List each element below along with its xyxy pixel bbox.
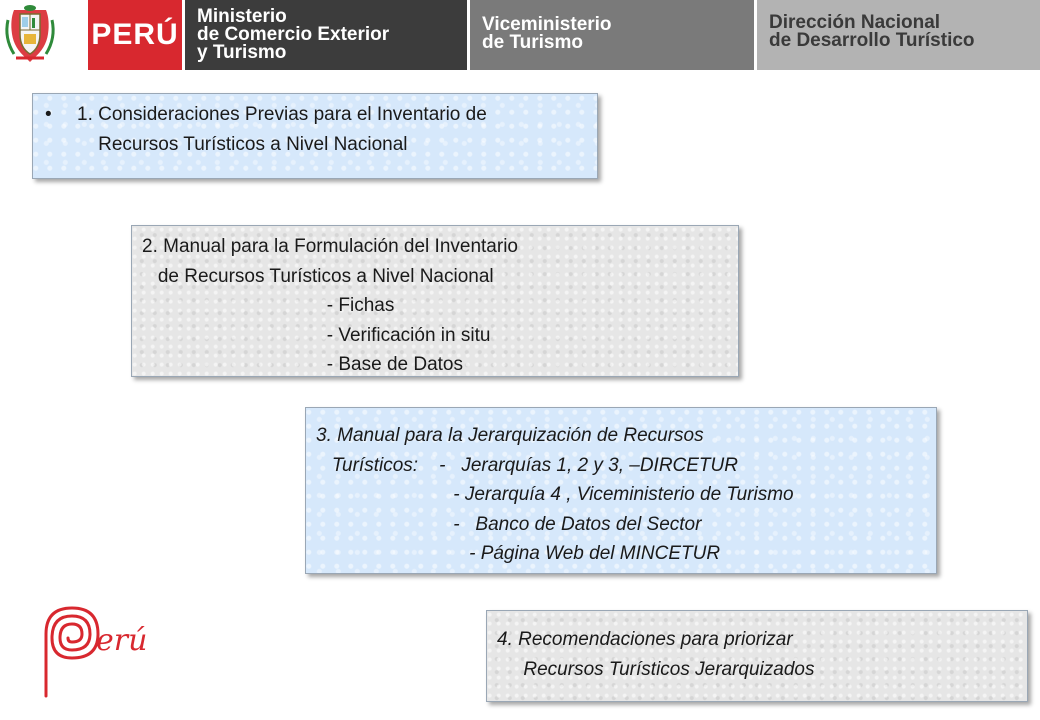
direction-line: Dirección Nacional (769, 12, 941, 33)
ministry-line: y Turismo (197, 42, 287, 63)
vice-ministry-line: Viceministerio (482, 14, 612, 35)
box4-line: Recursos Turísticos Jerarquizados (497, 658, 815, 680)
hierarchy-manual-box (305, 407, 937, 574)
box4-line: 4. Recomendaciones para priorizar (497, 629, 793, 650)
box3-line: - Banco de Datos del Sector (316, 513, 702, 535)
box2-line: de Recursos Turísticos a Nivel Nacional (142, 265, 494, 287)
box2-line: 2. Manual para la Formulación del Inventario (142, 236, 518, 257)
vice-ministry-line: de Turismo (482, 32, 583, 53)
inventory-manual-box (131, 225, 739, 377)
ministry-line: de Comercio Exterior (197, 24, 390, 45)
header-bar (0, 0, 1040, 72)
direction-segment (757, 0, 1040, 70)
box2-line: - Base de Datos (142, 354, 463, 375)
peru-brand-logo (38, 604, 158, 700)
box2-line: - Fichas (142, 295, 395, 316)
box2-line: - Verificación in situ (142, 324, 491, 346)
box3-line: - Página Web del MINCETUR (316, 543, 721, 564)
box1-line: 1. Consideraciones Previas para el Inventario de (77, 104, 487, 125)
vice-ministry-segment (470, 0, 754, 70)
country-label: PERÚ (88, 0, 182, 70)
bullet: • (45, 104, 52, 125)
ministry-line: Ministerio (197, 6, 287, 27)
box3-line: Turísticos: - Jerarquías 1, 2 y 3, –DIRCETUR (316, 454, 738, 476)
considerations-box (32, 93, 598, 179)
ministry-segment (185, 0, 467, 70)
box3-line: 3. Manual para la Jerarquización de Recursos (316, 425, 704, 446)
box1-line: Recursos Turísticos a Nivel Nacional (77, 133, 408, 155)
direction-line: de Desarrollo Turístico (769, 30, 975, 51)
coat-of-arms-icon (0, 0, 86, 72)
logo-text: erú (96, 623, 148, 658)
recommendations-box (486, 610, 1028, 702)
box3-line: - Jerarquía 4 , Viceministerio de Turismo (316, 484, 794, 505)
